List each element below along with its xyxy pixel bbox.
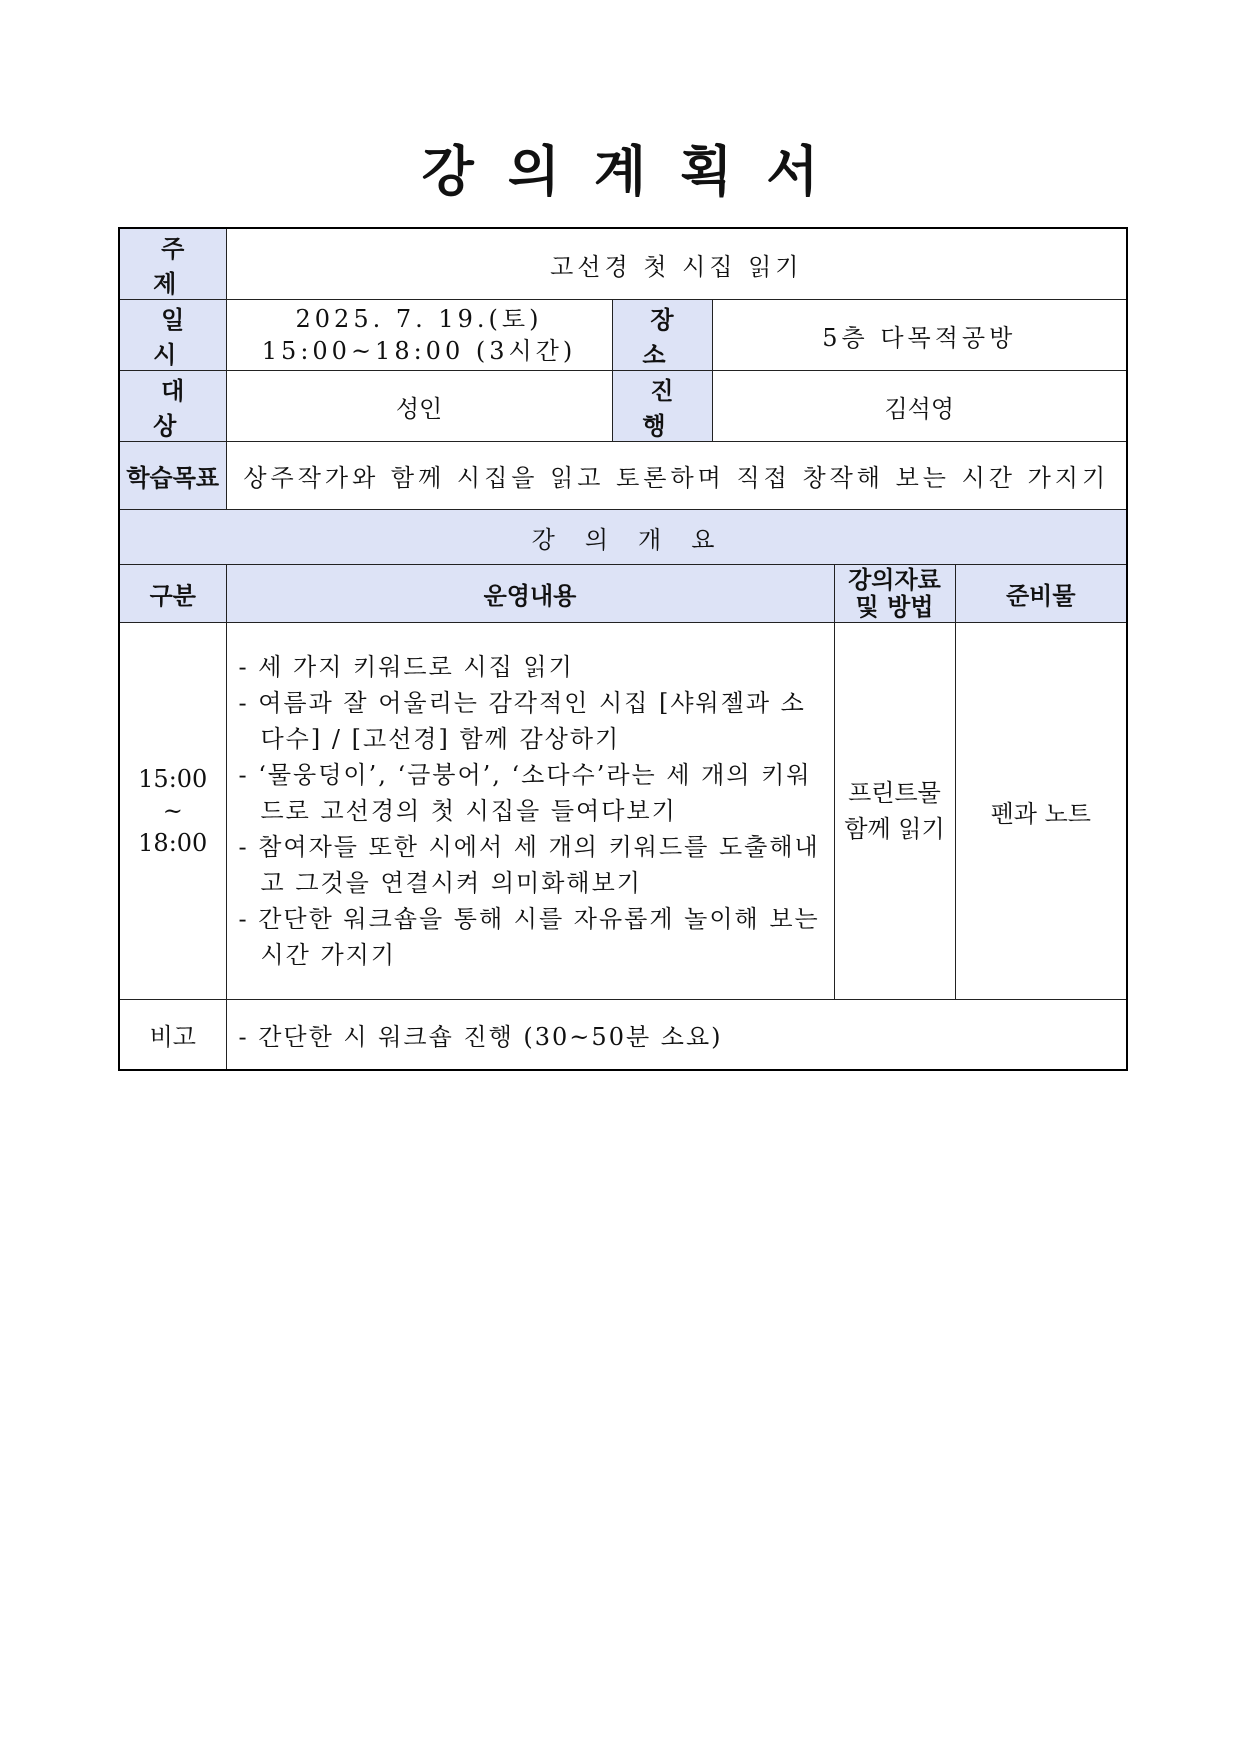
- header-material-line1: 강의자료: [848, 565, 941, 594]
- document-title: 강의계획서: [421, 140, 853, 203]
- overview-header-row: [119, 565, 1127, 623]
- header-content: 운영내용: [226, 565, 834, 623]
- goal-row: [119, 442, 1127, 510]
- date-label: 일 시: [119, 300, 226, 371]
- overview-section-row: [119, 510, 1127, 565]
- time-end: 18:00: [138, 829, 208, 857]
- goal-value: 상주작가와 함께 시집을 읽고 토론하며 직접 창작해 보는 시간 가지기: [226, 442, 1127, 510]
- material-cell: [834, 623, 955, 1000]
- date-line: 2025. 7. 19.(토): [295, 305, 543, 333]
- content-cell: [226, 623, 834, 1000]
- target-value: 성인: [226, 371, 612, 442]
- topic-value: 고선경 첫 시집 읽기: [226, 228, 1127, 300]
- list-item: - 세 가지 키워드로 시집 읽기: [238, 653, 574, 681]
- content-list: [239, 649, 828, 973]
- place-value: 5층 다목적공방: [712, 300, 1127, 371]
- time-line: 15:00~18:00 (3시간): [261, 337, 577, 365]
- host-value: 김석영: [712, 371, 1127, 442]
- note-row: [119, 1000, 1127, 1070]
- overview-content-row: [119, 623, 1127, 1000]
- material-line2: 함께 읽기: [844, 815, 945, 843]
- host-label: 진 행: [612, 371, 712, 442]
- list-item: - ‘물웅덩이’, ‘금붕어’, ‘소다수’라는 세 개의 키워드로 고선경의 첫 시집을 들여다보기: [238, 761, 812, 825]
- supplies-cell: 펜과 노트: [955, 623, 1127, 1000]
- date-place-row: [119, 300, 1127, 371]
- list-item: - 여름과 잘 어울리는 감각적인 시집 [샤워젤과 소다수] / [고선경] 함께 감상하기: [238, 689, 806, 753]
- header-category: 구분: [119, 565, 226, 623]
- topic-label: 주 제: [119, 228, 226, 300]
- topic-row: [119, 228, 1127, 300]
- time-separator: ~: [162, 797, 183, 825]
- place-label: 장 소: [612, 300, 712, 371]
- header-material: [834, 565, 955, 623]
- note-value: - 간단한 시 워크숍 진행 (30~50분 소요): [226, 1000, 1127, 1070]
- target-host-row: [119, 371, 1127, 442]
- target-label: 대 상: [119, 371, 226, 442]
- overview-section-title: 강의개요: [119, 510, 1127, 565]
- list-item: - 간단한 워크숍을 통해 시를 자유롭게 놀이해 보는 시간 가지기: [238, 905, 820, 969]
- header-supplies: 준비물: [955, 565, 1127, 623]
- time-start: 15:00: [138, 765, 208, 793]
- material-line1: 프린트물: [848, 779, 941, 807]
- time-cell: [119, 623, 226, 1000]
- date-value: [226, 300, 612, 371]
- note-label: 비고: [119, 1000, 226, 1070]
- header-material-line2: 및 방법: [855, 592, 934, 621]
- lecture-plan-table: [118, 227, 1128, 1071]
- list-item: - 참여자들 또한 시에서 세 개의 키워드를 도출해내고 그것을 연결시켜 의미화해보기: [238, 833, 820, 897]
- goal-label: 학습목표: [119, 442, 226, 510]
